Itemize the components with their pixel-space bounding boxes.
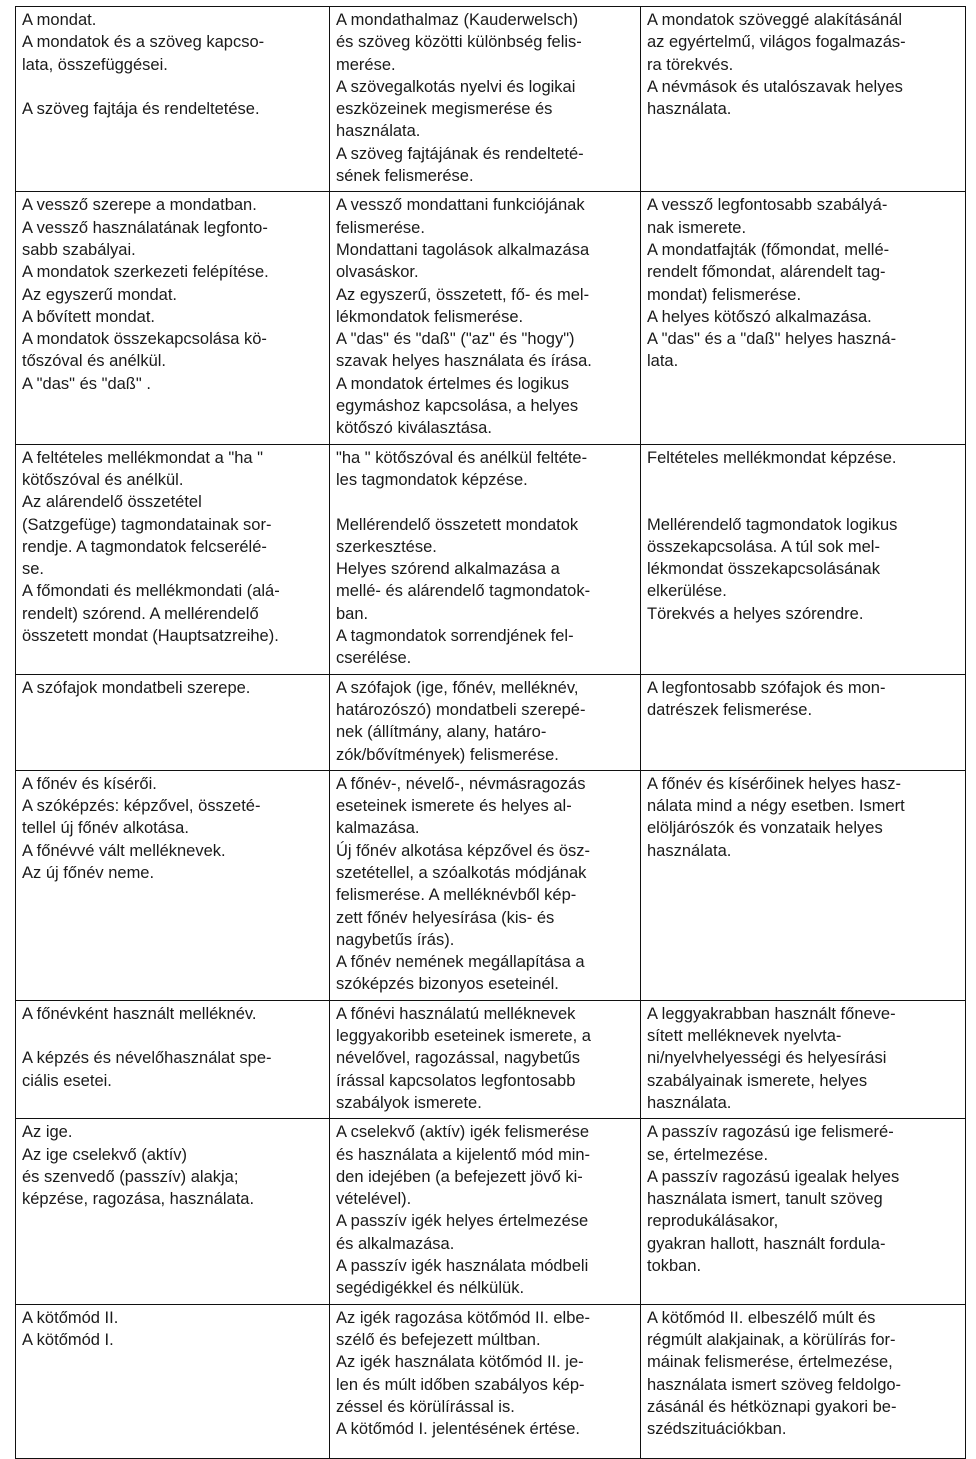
topic-cell: [16, 7, 330, 192]
cell-text-line: A szófajok (ige, főnév, melléknév,: [336, 678, 579, 697]
topic-cell: [16, 192, 330, 444]
cell-text-line: tőszóval és anélkül.: [22, 352, 166, 371]
cell-text-line: zásánál és hétköznapi gyakori be-: [647, 1397, 897, 1416]
blank-line: [647, 469, 959, 491]
cell-text-line: den idejében (a befejezett jövő ki-: [336, 1167, 583, 1186]
blank-line: [22, 1025, 323, 1047]
cell-text-line: lata, összefüggései.: [22, 55, 168, 74]
cell-text-line: Az igék használata kötőmód II. je-: [336, 1353, 584, 1372]
cell-text-line: merése.: [336, 55, 396, 74]
cell-text-line: "ha " kötőszóval és anélkül feltéte-: [336, 448, 588, 467]
cell-text-line: len és múlt időben szabályos kép-: [336, 1375, 585, 1394]
requirement-cell: [641, 1000, 966, 1118]
topic-cell: [16, 444, 330, 674]
cell-text-line: szabályok ismerete.: [336, 1093, 482, 1112]
cell-text-line: A kötőmód I.: [22, 1330, 114, 1349]
cell-text-line: se, értelmezése.: [647, 1145, 769, 1164]
cell-text-line: írással kapcsolatos legfontosabb: [336, 1071, 576, 1090]
cell-text-line: Új főnév alkotása képzővel és ösz-: [336, 841, 591, 860]
blank-line: [647, 491, 959, 513]
activity-cell: [330, 444, 641, 674]
cell-text-line: Mellérendelő összetett mondatok: [336, 515, 579, 534]
requirement-cell: [641, 7, 966, 192]
cell-text-line: Mondattani tagolások alkalmazása: [336, 240, 590, 259]
cell-text-line: ni/nyelvhelyességi és helyesírási: [647, 1049, 887, 1068]
cell-text-line: A leggyakrabban használt főneve-: [647, 1004, 896, 1023]
cell-text-line: A mondatok összekapcsolása kö-: [22, 330, 267, 349]
cell-text-line: lékmondat összekapcsolásának: [647, 560, 880, 579]
activity-cell: [330, 1000, 641, 1118]
activity-cell: [330, 192, 641, 444]
cell-text-line: használata.: [336, 122, 421, 141]
cell-text-line: A vessző mondattani funkciójának: [336, 196, 585, 215]
cell-text-line: sének felismerése.: [336, 167, 474, 186]
cell-text-line: szélő és befejezett múltban.: [336, 1330, 541, 1349]
cell-text-line: A tagmondatok sorrendjének fel-: [336, 627, 574, 646]
cell-text-line: A szöveg fajtájának és rendelteté-: [336, 144, 584, 163]
blank-line: [22, 76, 323, 98]
cell-text-line: A szóképzés: képzővel, összeté-: [22, 797, 261, 816]
cell-text-line: és szöveg közötti különbség felis-: [336, 33, 582, 52]
cell-text-line: A főnévként használt melléknév.: [22, 1004, 257, 1023]
cell-text-line: és használata a kijelentő mód min-: [336, 1145, 591, 1164]
requirement-cell: [641, 192, 966, 444]
table-row: [16, 674, 966, 770]
cell-text-line: rendje. A tagmondatok felcserélé-: [22, 537, 267, 556]
cell-text-line: eszközeinek megismerése és: [336, 100, 553, 119]
cell-text-line: mondat) felismerése.: [647, 285, 802, 304]
cell-text-line: A cselekvő (aktív) igék felismerése: [336, 1123, 590, 1142]
cell-text-line: ra törekvés.: [647, 55, 734, 74]
cell-text-line: A mondatok szerkezeti felépítése.: [22, 263, 269, 282]
cell-text-line: régmúlt alakjainak, a körülírás for-: [647, 1330, 896, 1349]
cell-text-line: kalmazása.: [336, 819, 420, 838]
blank-line: [336, 491, 634, 513]
cell-text-line: használata ismert, tanult szöveg: [647, 1190, 883, 1209]
cell-text-line: leggyakoribb eseteinek ismerete, a: [336, 1027, 591, 1046]
cell-text-line: A kötőmód II.: [22, 1308, 119, 1327]
topic-cell: [16, 770, 330, 1000]
cell-text-line: elöljárószók és vonzataik helyes: [647, 819, 883, 838]
cell-text-line: A helyes kötőszó alkalmazása.: [647, 307, 872, 326]
cell-text-line: reprodukálásakor,: [647, 1212, 779, 1231]
cell-text-line: mellé- és alárendelő tagmondatok-: [336, 582, 591, 601]
cell-text-line: A "das" és "daß" .: [22, 374, 151, 393]
table-row: [16, 770, 966, 1000]
cell-text-line: lékmondatok felismerése.: [336, 307, 524, 326]
cell-text-line: tokban.: [647, 1257, 702, 1276]
cell-text-line: Az ige cselekvő (aktív): [22, 1145, 188, 1164]
cell-text-line: A passzív igék helyes értelmezése: [336, 1212, 589, 1231]
cell-text-line: A főmondati és mellékmondati (alá-: [22, 582, 280, 601]
cell-text-line: szédszituációkban.: [647, 1420, 787, 1439]
cell-text-line: Az új főnév neme.: [22, 863, 155, 882]
cell-text-line: nak ismerete.: [647, 218, 747, 237]
cell-text-line: olvasáskor.: [336, 263, 419, 282]
cell-text-line: elkerülése.: [647, 582, 727, 601]
curriculum-page: [15, 6, 965, 1459]
cell-text-line: nek (állítmány, alany, határo-: [336, 723, 547, 742]
cell-text-line: kötőszóval és anélkül.: [22, 470, 184, 489]
cell-text-line: A bővített mondat.: [22, 307, 155, 326]
cell-text-line: A kötőmód I. jelentésének értése.: [336, 1420, 580, 1439]
cell-text-line: rendelt főmondat, alárendelt tag-: [647, 263, 886, 282]
requirement-cell: [641, 444, 966, 674]
cell-text-line: A mondatok szöveggé alakításánál: [647, 11, 903, 29]
cell-text-line: A feltételes mellékmondat a "ha ": [22, 448, 264, 467]
cell-text-line: szetétellel, a szóalkotás módjának: [336, 863, 587, 882]
curriculum-table: [15, 6, 966, 1459]
cell-text-line: Az egyszerű, összetett, fő- és mel-: [336, 285, 590, 304]
cell-text-line: A "das" és "daß" ("az" és "hogy"): [336, 330, 575, 349]
cell-text-line: szerkesztése.: [336, 537, 437, 556]
cell-text-line: segédigékkel és nélkülük.: [336, 1279, 525, 1298]
cell-text-line: A szövegalkotás nyelvi és logikai: [336, 77, 576, 96]
cell-text-line: Helyes szórend alkalmazása a: [336, 560, 560, 579]
cell-text-line: gyakran hallott, használt fordula-: [647, 1234, 886, 1253]
cell-text-line: sített melléknevek nyelvta-: [647, 1027, 842, 1046]
cell-text-line: vételével).: [336, 1190, 412, 1209]
cell-text-line: és alkalmazása.: [336, 1234, 455, 1253]
table-row: [16, 192, 966, 444]
requirement-cell: [641, 1119, 966, 1304]
cell-text-line: A főnév és kísérőinek helyes hasz-: [647, 774, 902, 793]
activity-cell: [330, 1304, 641, 1458]
cell-text-line: cserélése.: [336, 649, 412, 668]
topic-cell: [16, 1000, 330, 1118]
cell-text-line: A névmások és utalószavak helyes: [647, 77, 903, 96]
cell-text-line: A mondatok és a szöveg kapcso-: [22, 33, 265, 52]
table-body: [16, 7, 966, 1459]
cell-text-line: összetett mondat (Hauptsatzreihe).: [22, 627, 279, 646]
cell-text-line: használata.: [647, 100, 732, 119]
cell-text-line: A mondathalmaz (Kauderwelsch): [336, 11, 579, 29]
cell-text-line: felismerése.: [336, 218, 425, 237]
cell-text-line: Feltételes mellékmondat képzése.: [647, 448, 897, 467]
requirement-cell: [641, 674, 966, 770]
cell-text-line: rendelt) szórend. A mellérendelő: [22, 604, 259, 623]
cell-text-line: A vessző legfontosabb szabályá-: [647, 196, 888, 215]
topic-cell: [16, 1119, 330, 1304]
cell-text-line: Az igék ragozása kötőmód II. elbe-: [336, 1308, 591, 1327]
cell-text-line: tellel új főnév alkotása.: [22, 819, 189, 838]
cell-text-line: les tagmondatok képzése.: [336, 470, 528, 489]
cell-text-line: az egyértelmű, világos fogalmazás-: [647, 33, 906, 52]
cell-text-line: A passzív ragozású ige felismeré-: [647, 1123, 894, 1142]
cell-text-line: szóképzés bizonyos eseteinél.: [336, 975, 559, 994]
cell-text-line: használata.: [647, 1093, 732, 1112]
cell-text-line: A mondat.: [22, 11, 97, 29]
topic-cell: [16, 1304, 330, 1458]
cell-text-line: A képzés és névelőhasználat spe-: [22, 1049, 272, 1068]
cell-text-line: (Satzgefüge) tagmondatainak sor-: [22, 515, 272, 534]
cell-text-line: A szöveg fajtája és rendeltetése.: [22, 100, 260, 119]
cell-text-line: Mellérendelő tagmondatok logikus: [647, 515, 898, 534]
cell-text-line: nálata mind a négy esetben. Ismert: [647, 797, 905, 816]
cell-text-line: datrészek felismerése.: [647, 700, 813, 719]
cell-text-line: se.: [22, 560, 45, 579]
cell-text-line: eseteinek ismerete és helyes al-: [336, 797, 572, 816]
cell-text-line: zett főnév helyesírása (kis- és: [336, 908, 555, 927]
activity-cell: [330, 770, 641, 1000]
cell-text-line: Az egyszerű mondat.: [22, 285, 177, 304]
activity-cell: [330, 1119, 641, 1304]
cell-text-line: használata ismert szöveg feldolgo-: [647, 1375, 902, 1394]
cell-text-line: A főnév és kísérői.: [22, 774, 157, 793]
cell-text-line: A főnév nemének megállapítása a: [336, 953, 585, 972]
activity-cell: [330, 674, 641, 770]
table-row: [16, 1119, 966, 1304]
cell-text-line: képzése, ragozása, használata.: [22, 1190, 255, 1209]
cell-text-line: ciális esetei.: [22, 1071, 112, 1090]
requirement-cell: [641, 770, 966, 1000]
cell-text-line: sabb szabályai.: [22, 240, 136, 259]
cell-text-line: egymáshoz kapcsolása, a helyes: [336, 397, 579, 416]
cell-text-line: összekapcsolása. A túl sok mel-: [647, 537, 880, 556]
cell-text-line: zéssel és körülírással is.: [336, 1397, 515, 1416]
cell-text-line: határozószó) mondatbeli szerepé-: [336, 700, 586, 719]
cell-text-line: szavak helyes használata és írása.: [336, 352, 592, 371]
table-row: [16, 7, 966, 192]
cell-text-line: nagybetűs írás).: [336, 930, 455, 949]
cell-text-line: A főnévi használatú melléknevek: [336, 1004, 576, 1023]
cell-text-line: A főnévvé vált melléknevek.: [22, 841, 226, 860]
cell-text-line: felismerése. A melléknévből kép-: [336, 886, 577, 905]
cell-text-line: A passzív igék használata módbeli: [336, 1257, 589, 1276]
cell-text-line: lata.: [647, 352, 679, 371]
cell-text-line: A kötőmód II. elbeszélő múlt és: [647, 1308, 876, 1327]
cell-text-line: A mondatok értelmes és logikus: [336, 374, 569, 393]
cell-text-line: A "das" és a "daß" helyes haszná-: [647, 330, 897, 349]
cell-text-line: névelővel, ragozással, nagybetűs: [336, 1049, 580, 1068]
activity-cell: [330, 7, 641, 192]
cell-text-line: A legfontosabb szófajok és mon-: [647, 678, 886, 697]
cell-text-line: ban.: [336, 604, 369, 623]
cell-text-line: Az alárendelő összetétel: [22, 493, 202, 512]
topic-cell: [16, 674, 330, 770]
cell-text-line: használata.: [647, 841, 732, 860]
cell-text-line: Az ige.: [22, 1123, 73, 1142]
cell-text-line: A vessző szerepe a mondatban.: [22, 196, 257, 215]
cell-text-line: szabályainak ismerete, helyes: [647, 1071, 868, 1090]
cell-text-line: kötőszó kiválasztása.: [336, 419, 492, 438]
cell-text-line: A passzív ragozású igealak helyes: [647, 1167, 900, 1186]
cell-text-line: A mondatfajták (főmondat, mellé-: [647, 240, 890, 259]
table-row: [16, 1000, 966, 1118]
cell-text-line: máinak felismerése, értelmezése,: [647, 1353, 893, 1372]
cell-text-line: zók/bővítmények) felismerése.: [336, 745, 559, 764]
cell-text-line: és szenvedő (passzív) alakja;: [22, 1167, 239, 1186]
requirement-cell: [641, 1304, 966, 1458]
table-row: [16, 1304, 966, 1458]
cell-text-line: A vessző használatának legfonto-: [22, 218, 268, 237]
cell-text-line: A főnév-, névelő-, névmásragozás: [336, 774, 586, 793]
table-row: [16, 444, 966, 674]
cell-text-line: A szófajok mondatbeli szerepe.: [22, 678, 251, 697]
cell-text-line: Törekvés a helyes szórendre.: [647, 604, 864, 623]
